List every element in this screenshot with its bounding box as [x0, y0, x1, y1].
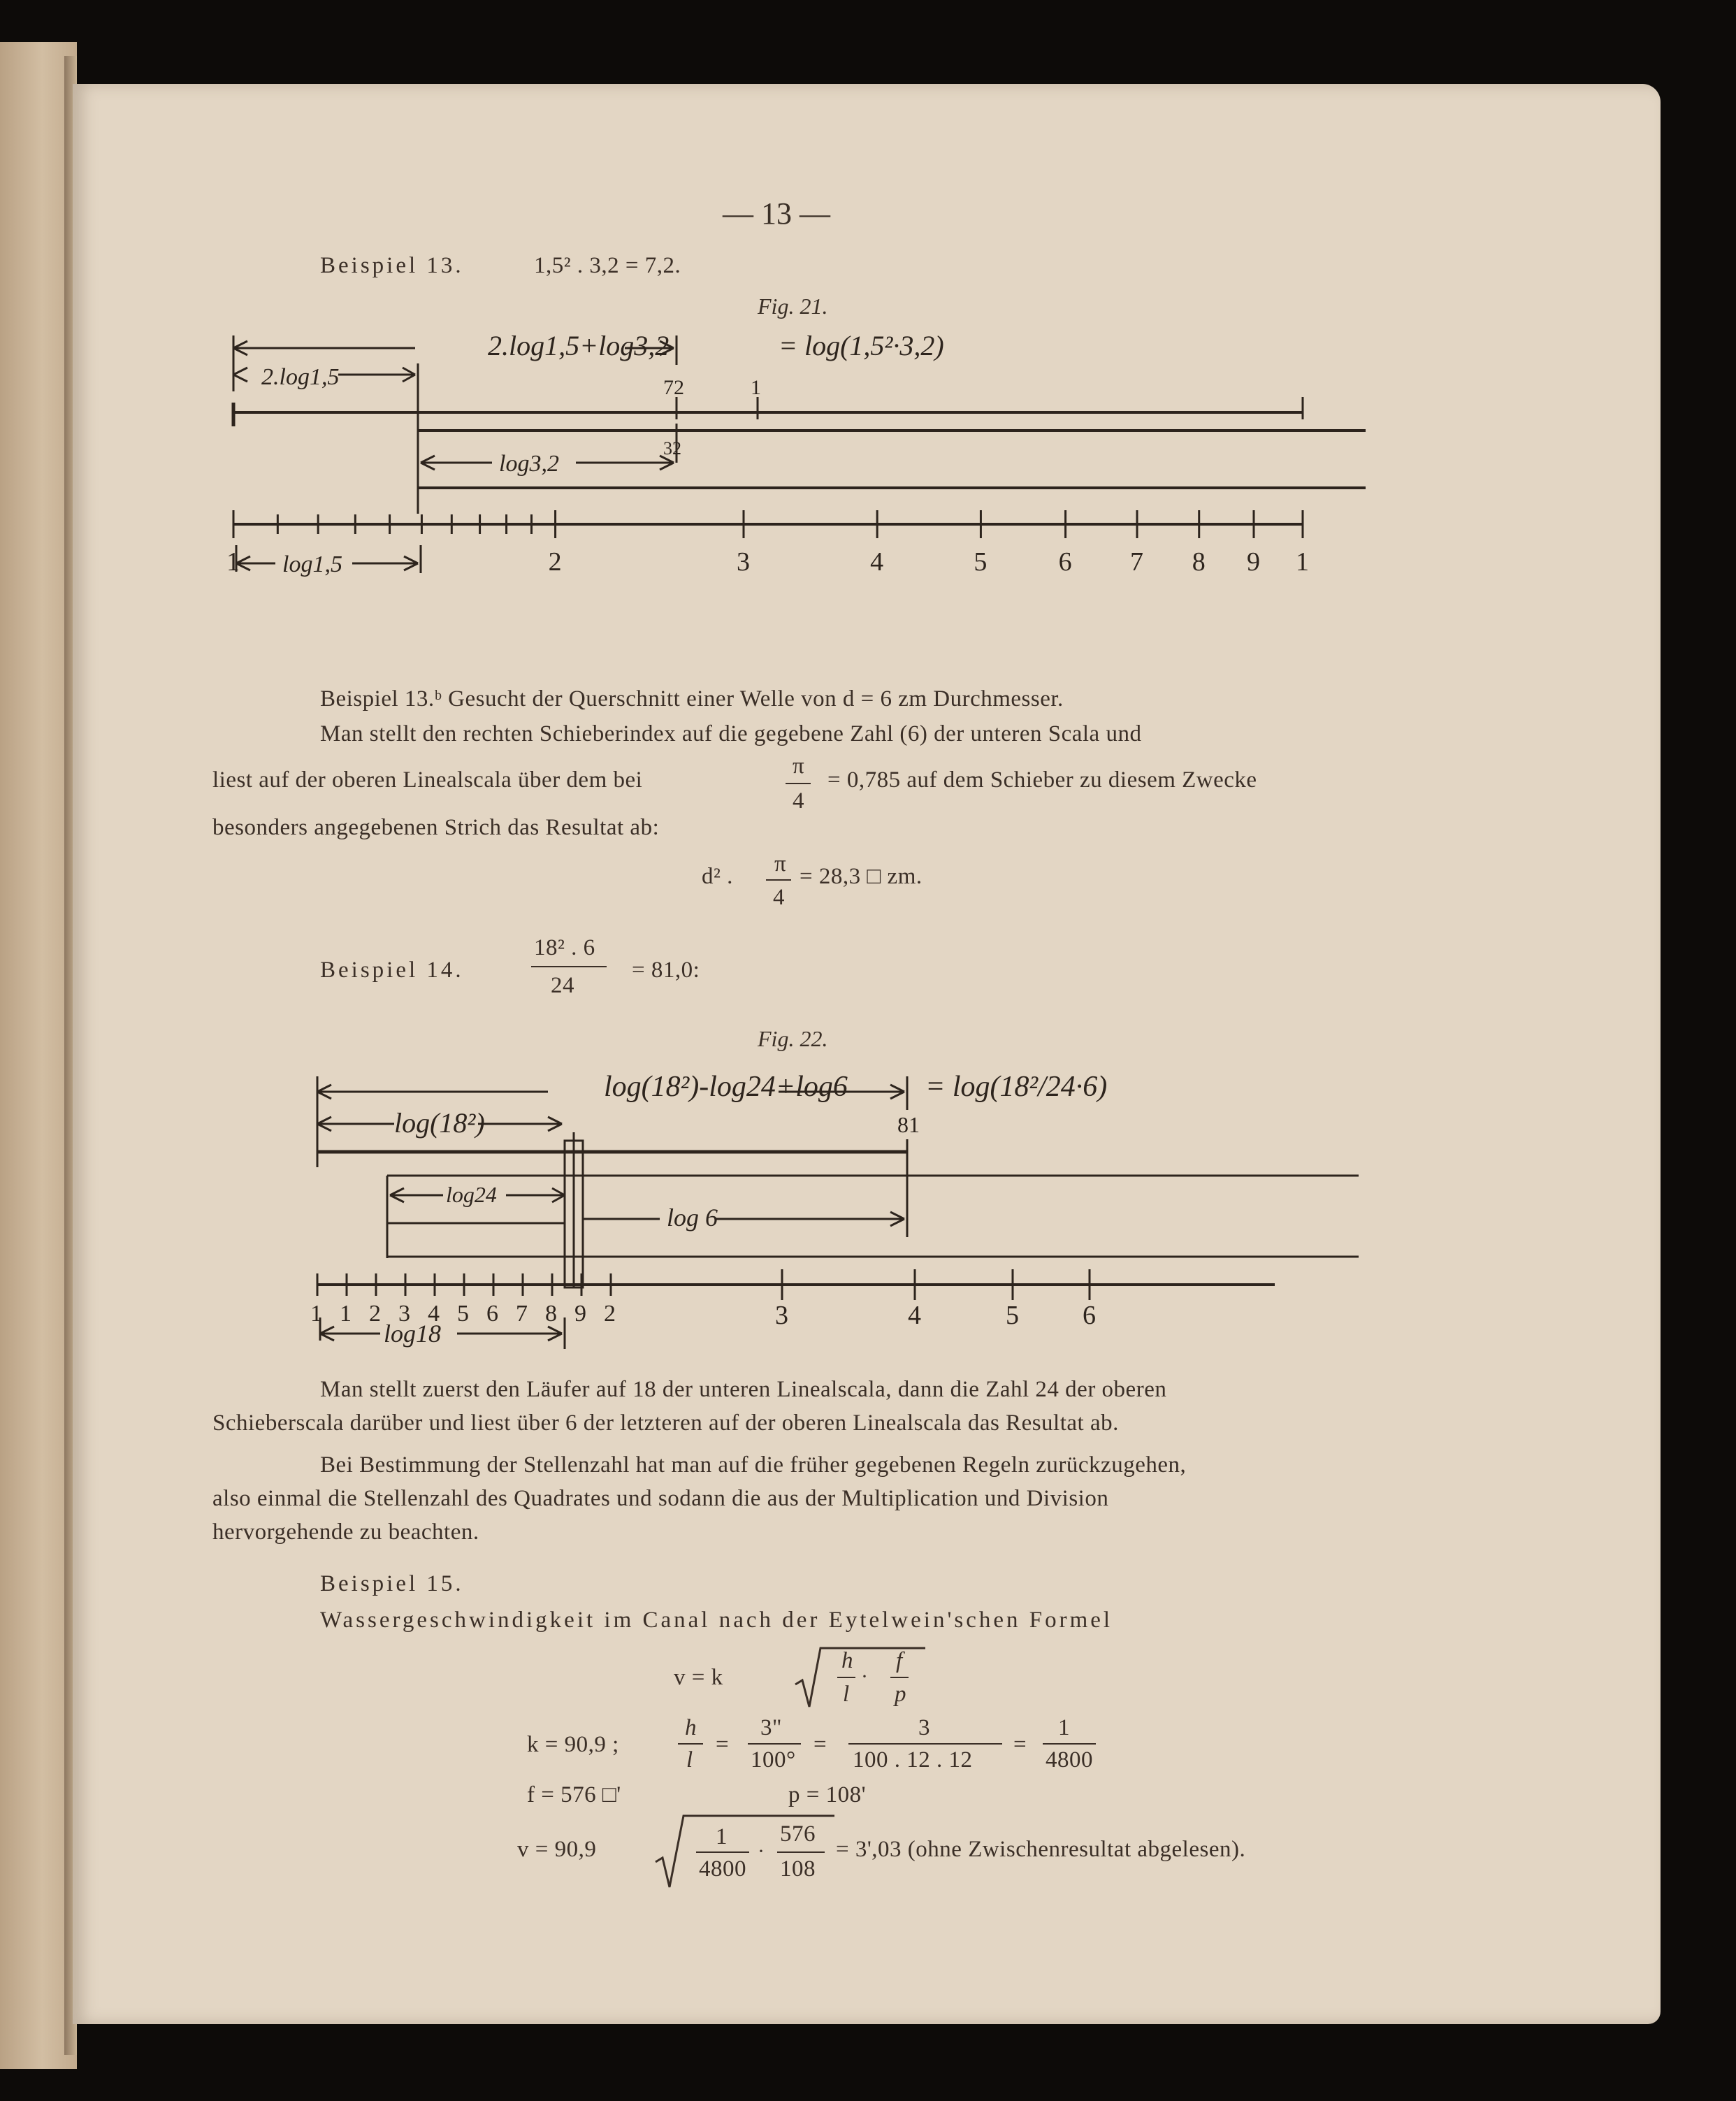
fig21-label-2log: 2.log1,5	[261, 364, 340, 390]
eq4-d1: 4800	[699, 1856, 746, 1882]
example13b-formula-frac-bar	[766, 879, 791, 881]
fig21-scale-label: 8	[1192, 547, 1206, 577]
fig22-label-log6: log 6	[667, 1204, 718, 1232]
example13b-formula-frac-num: π	[774, 851, 787, 876]
fig22-scale-label-small: 7	[516, 1301, 528, 1327]
svg-text:·: ·	[861, 1665, 868, 1688]
example13b-formula-left: d² .	[702, 864, 733, 889]
eq1-root	[793, 1642, 932, 1712]
example14-frac-num: 18² . 6	[534, 935, 595, 960]
fig22-caption: Fig. 22.	[758, 1026, 828, 1051]
fig22-scale-label-small: 4	[428, 1301, 440, 1327]
fig21-scale-label: 7	[1130, 547, 1143, 577]
example13b-line1: Beispiel 13.ᵇ Gesucht der Querschnitt einer Welle von d = 6 zm Durchmesser.	[320, 686, 1064, 712]
example13-label: Beispiel 13.	[320, 253, 464, 278]
paragraph14-l5: hervorgehende zu beachten.	[212, 1519, 479, 1545]
fig21-scale-label: 4	[870, 547, 884, 577]
eq1-l: l	[843, 1682, 850, 1707]
fig21-scale-label: 6	[1058, 547, 1072, 577]
eq2-n1: 3"	[760, 1715, 782, 1740]
fig22-mark-81: 81	[897, 1112, 920, 1137]
fig22-scale-label-small: 8	[545, 1301, 557, 1327]
fig21-label-log15: log1,5	[282, 551, 342, 577]
eq1-left: v = k	[674, 1665, 723, 1690]
paragraph14-l2: Schieberscala darüber und liest über 6 der letzteren auf der oberen Linealscala das Resultat ab.	[212, 1410, 1119, 1436]
fig22-scale-label-small: 6	[486, 1301, 498, 1327]
fig21-label-result: = log(1,5²·3,2)	[779, 330, 944, 361]
eq2-d2: 100 . 12 . 12	[853, 1747, 973, 1773]
svg-text:·: ·	[758, 1840, 765, 1863]
eq2-bar1	[748, 1743, 801, 1745]
eq4-d2: 108	[780, 1856, 816, 1882]
example14-label: Beispiel 14.	[320, 958, 464, 983]
eq2-d1: 100°	[751, 1747, 796, 1773]
eq2-eq3: =	[1013, 1732, 1027, 1757]
paragraph14-l3: Bei Bestimmung der Stellenzahl hat man auf die früher gegebenen Regeln zurückzugehen,	[320, 1452, 1187, 1478]
example14-result: = 81,0:	[632, 958, 700, 983]
fig22-scale-label-small: 5	[457, 1301, 469, 1327]
fig22-scale-label-large: 4	[908, 1301, 921, 1330]
fig21-label-log32: log3,2	[499, 451, 559, 477]
fig22-label-log182: log(18²)	[394, 1107, 485, 1139]
eq2-n2: 3	[918, 1715, 930, 1740]
eq2-d3: 4800	[1046, 1747, 1093, 1773]
fig22-scale-label-large: 3	[775, 1301, 788, 1330]
eq2-n3: 1	[1058, 1715, 1070, 1740]
fig22-scale-label-small: 2	[369, 1301, 381, 1327]
fig21-mark-1: 1	[751, 376, 761, 399]
example13b-frac-num: π	[793, 753, 805, 779]
book-page	[73, 84, 1661, 2024]
fig22-scale-label-small: 1	[340, 1301, 352, 1327]
eq4-n2: 576	[780, 1821, 816, 1847]
fig21-scale-label: 1	[226, 547, 240, 577]
fig22-label-main: log(18²)-log24+log6	[604, 1071, 848, 1103]
fig21-scale-label: 2	[548, 547, 562, 577]
fig21-label-sum: 2.log1,5+log3,2	[488, 330, 670, 361]
page-number: — 13 —	[723, 196, 830, 231]
example13b-frac-den: 4	[793, 788, 804, 814]
example13b-line4: besonders angegebenen Strich das Resultat ab:	[212, 815, 660, 840]
eq3-f: f = 576 □'	[527, 1782, 621, 1807]
fig22-label-log24: log24	[446, 1182, 497, 1207]
paragraph14-l4: also einmal die Stellenzahl des Quadrates und sodann die aus der Multiplication und Division	[212, 1486, 1109, 1511]
example13b-formula-frac-den: 4	[773, 885, 785, 910]
fig21-scale-label: 3	[736, 547, 750, 577]
fig22-scale-label-large: 5	[1006, 1301, 1019, 1330]
fig21-mark-72: 72	[663, 376, 684, 399]
fig22-scale-label-small: 1	[310, 1301, 322, 1327]
fig21-scale-label: 1	[1296, 547, 1309, 577]
example13b-line3a: liest auf der oberen Linealscala über dem bei	[212, 767, 643, 793]
example15-title: Wassergeschwindigkeit im Canal nach der Eytelwein'schen Formel	[320, 1608, 1113, 1633]
example14-frac-bar	[531, 966, 607, 967]
example13-formula: 1,5² . 3,2 = 7,2.	[534, 253, 681, 278]
fig22-diagram	[296, 1055, 1387, 1363]
eq2-eq2: =	[813, 1732, 827, 1757]
fig21-scale-label: 9	[1246, 547, 1260, 577]
example13b-line3b: = 0,785 auf dem Schieber zu diesem Zwecke	[827, 767, 1257, 793]
eq4-result: = 3',03 (ohne Zwischenresultat abgelesen).	[836, 1837, 1246, 1862]
example15-label: Beispiel 15.	[320, 1571, 464, 1596]
eq2-hl-bar	[678, 1743, 703, 1745]
example13b-frac-bar	[786, 783, 811, 784]
fig21-caption: Fig. 21.	[758, 294, 828, 319]
paragraph14-l1: Man stellt zuerst den Läufer auf 18 der unteren Linealscala, dann die Zahl 24 der oberen	[320, 1377, 1167, 1402]
example13b-formula-right: = 28,3 □ zm.	[800, 864, 923, 889]
fig22-scale-label-small: 9	[574, 1301, 586, 1327]
eq2-bar2	[848, 1743, 1002, 1745]
eq1-f: f	[896, 1648, 903, 1673]
eq3-p: p = 108'	[788, 1782, 867, 1807]
eq1-p: p	[895, 1682, 906, 1707]
fig22-label-result: = log(18²/24·6)	[925, 1071, 1108, 1103]
eq2-eq1: =	[716, 1732, 730, 1757]
fig21-scale-label: 5	[974, 547, 988, 577]
fig22-scale-label-large: 6	[1083, 1301, 1096, 1330]
fig21-diagram	[212, 315, 1456, 706]
eq2-bar3	[1043, 1743, 1096, 1745]
eq4-n1: 1	[716, 1824, 728, 1849]
eq1-h: h	[841, 1648, 853, 1673]
fig21-mark-32: 32	[663, 438, 681, 459]
eq4-left: v = 90,9	[517, 1837, 597, 1862]
eq2-l: l	[686, 1747, 693, 1773]
eq2-h: h	[685, 1715, 697, 1740]
fig22-label-log18: log18	[384, 1320, 442, 1348]
example14-frac-den: 24	[551, 973, 574, 998]
eq2-k: k = 90,9 ;	[527, 1732, 619, 1757]
example13b-line2: Man stellt den rechten Schieberindex auf die gegebene Zahl (6) der unteren Scala und	[320, 721, 1142, 746]
fig22-scale-label-small: 3	[398, 1301, 410, 1327]
fig22-scale-label-small: 2	[604, 1301, 616, 1327]
